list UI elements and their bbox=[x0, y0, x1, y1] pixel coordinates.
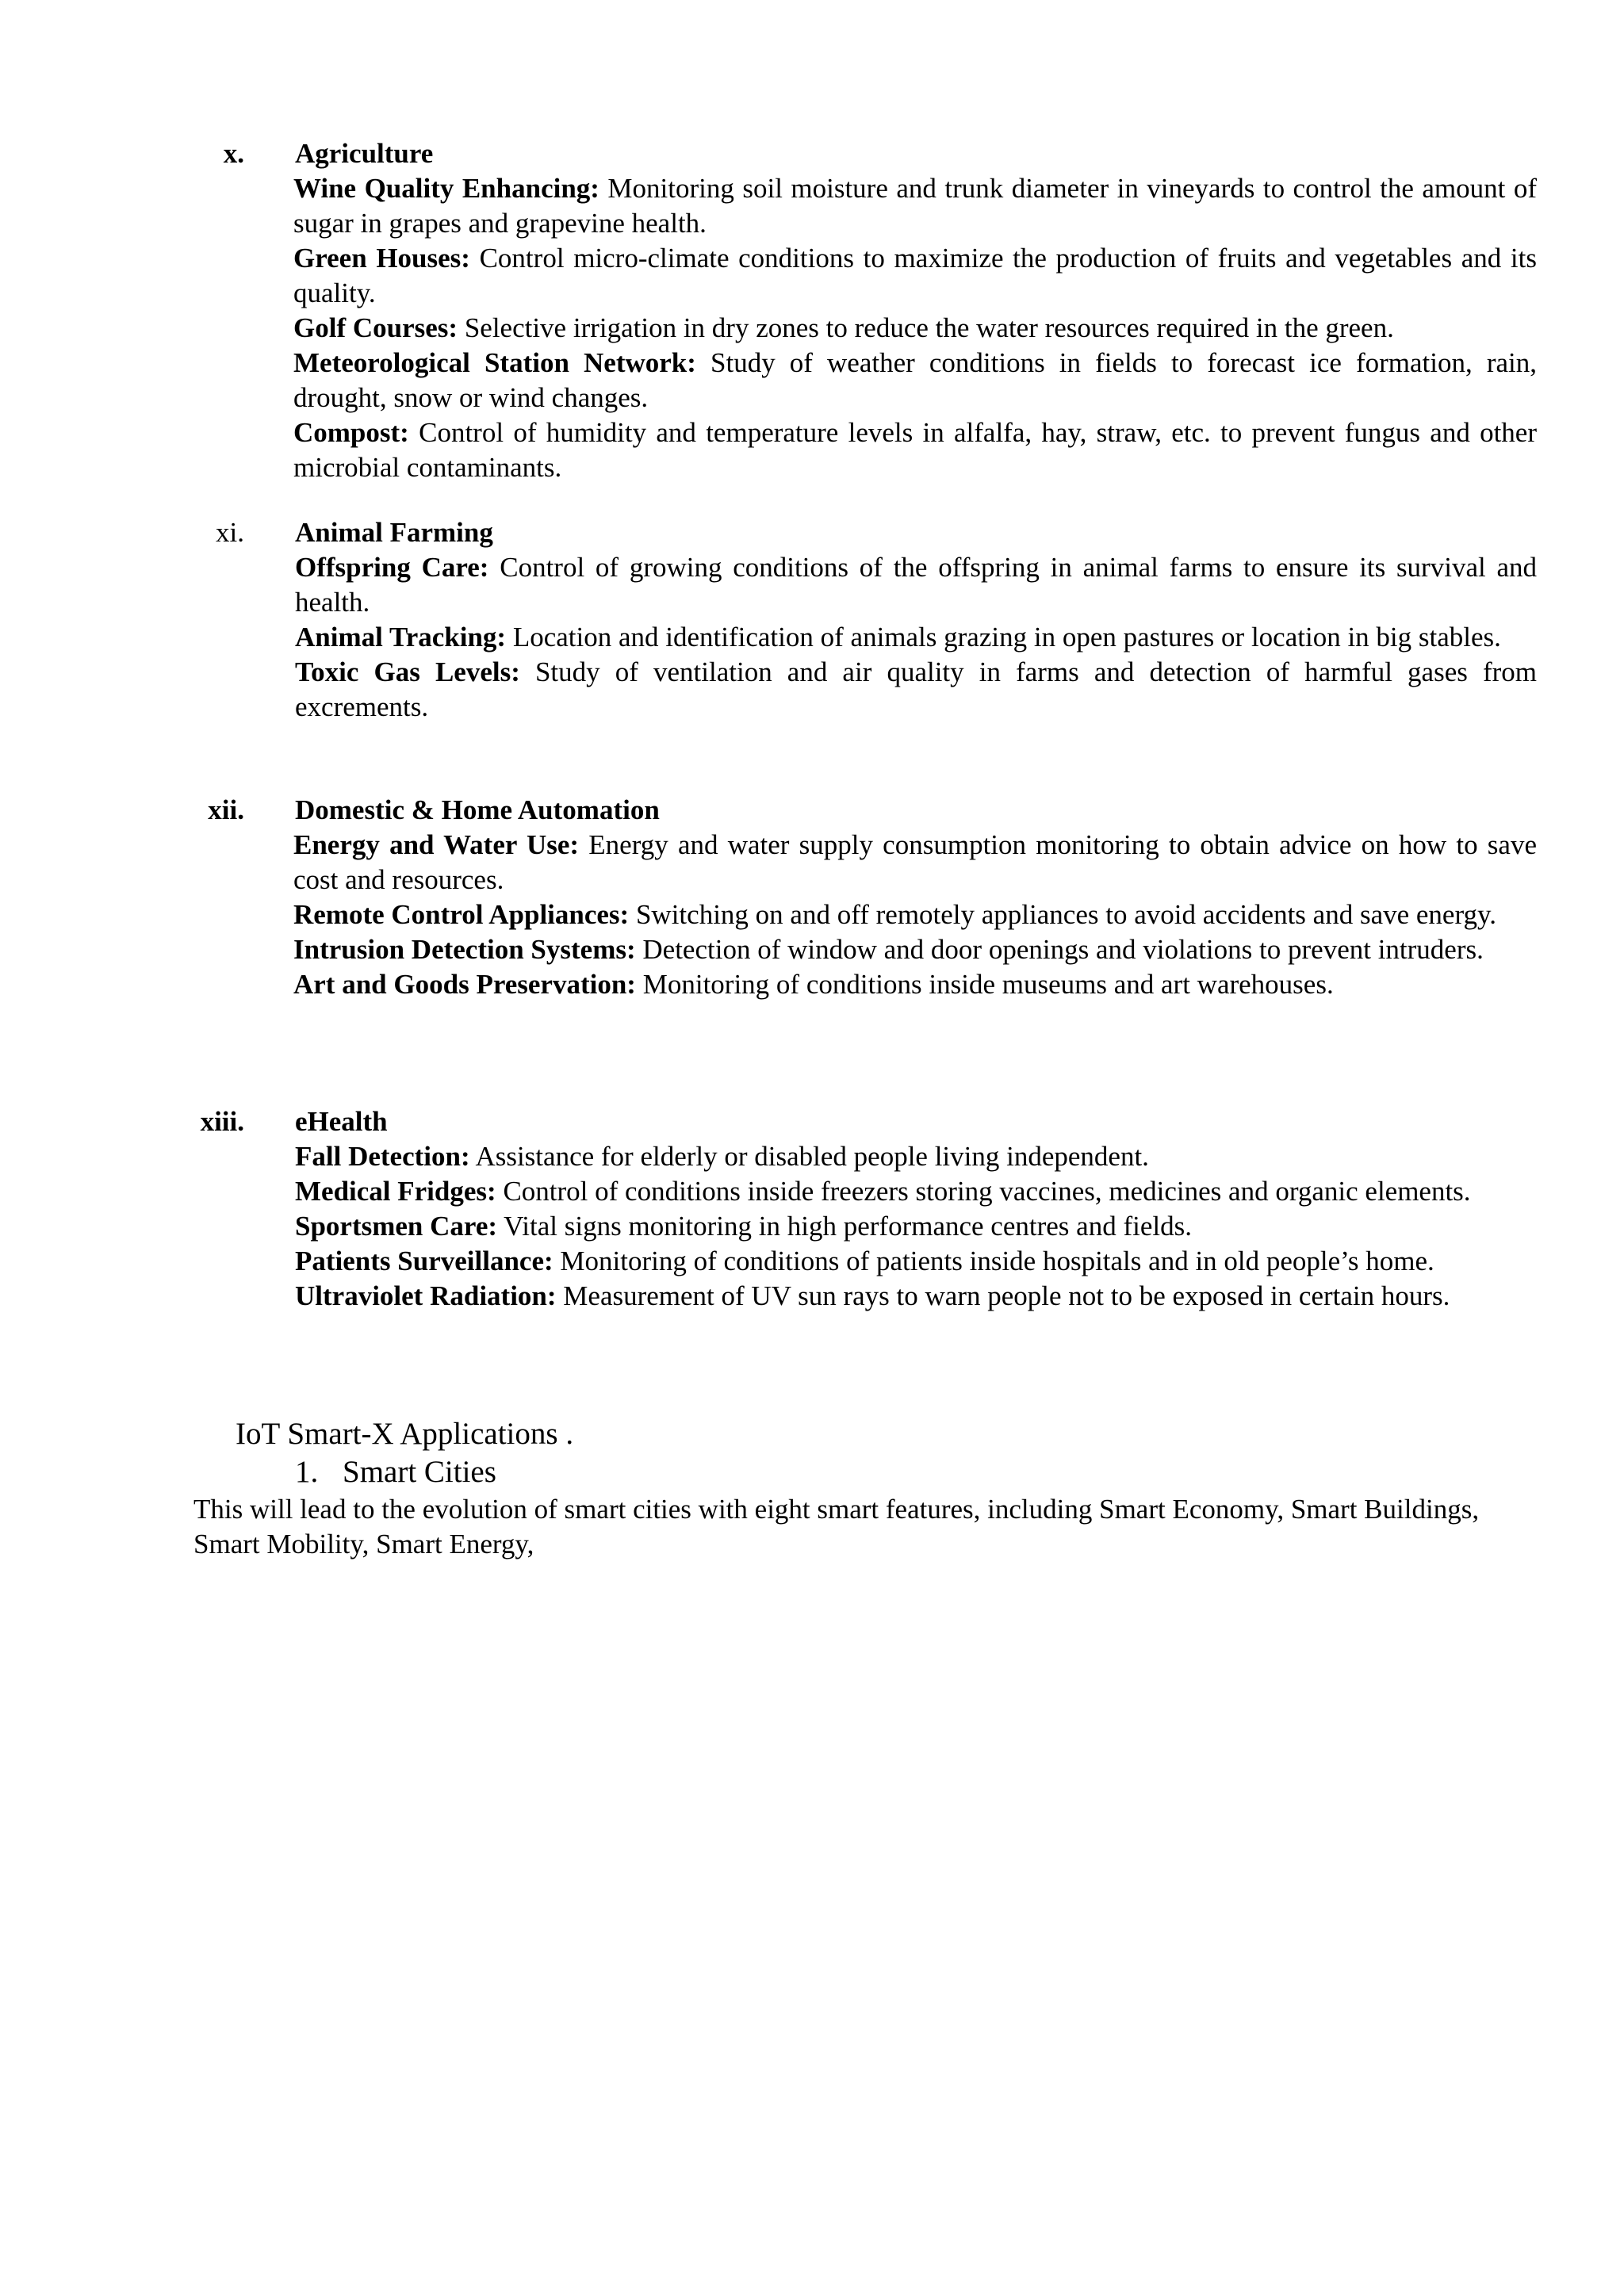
item-term: Fall Detection: bbox=[295, 1141, 470, 1172]
item-term: Meteorological Station Network: bbox=[293, 347, 696, 378]
list-item bbox=[295, 1139, 1537, 1174]
list-item bbox=[293, 171, 1537, 241]
list-item bbox=[293, 346, 1537, 415]
item-term: Offspring Care: bbox=[295, 552, 489, 583]
list-item bbox=[295, 655, 1537, 725]
section-heading: Agriculture bbox=[295, 138, 434, 169]
subheading-title: Smart Cities bbox=[343, 1455, 496, 1489]
item-text: Monitoring of conditions inside museums and art warehouses. bbox=[635, 969, 1334, 1000]
item-text: Control of growing conditions of the offspring in animal farms to ensure its survival and health. bbox=[295, 552, 1537, 618]
item-text: Switching on and off remotely appliances to avoid accidents and save energy. bbox=[629, 899, 1496, 930]
list-item bbox=[293, 311, 1537, 346]
item-term: Ultraviolet Radiation: bbox=[295, 1280, 557, 1311]
item-text: Assistance for elderly or disabled people living independent. bbox=[469, 1141, 1149, 1172]
item-term: Compost: bbox=[293, 417, 409, 448]
list-item bbox=[293, 241, 1537, 311]
item-term: Patients Surveillance: bbox=[295, 1246, 553, 1276]
item-text: Energy and water supply consumption monitoring to obtain advice on how to save cost and resources. bbox=[293, 829, 1537, 895]
item-term: Animal Tracking: bbox=[295, 622, 507, 652]
smart-cities-subheading bbox=[295, 1453, 496, 1491]
section-items bbox=[293, 171, 1537, 485]
list-item bbox=[293, 828, 1537, 897]
section-items bbox=[295, 550, 1537, 725]
subheading-number: 1. bbox=[295, 1455, 319, 1489]
item-term: Wine Quality Enhancing: bbox=[293, 173, 599, 204]
smart-cities-paragraph: This will lead to the evolution of smart cities with eight smart features, including Smart Economy, Smart Buildings, Smart Mobility, Smart Energy, bbox=[193, 1494, 1480, 1559]
item-text: Study of ventilation and air quality in farms and detection of harmful gases from excrements. bbox=[295, 656, 1537, 722]
item-text: Control of conditions inside freezers storing vaccines, medicines and organic elements. bbox=[496, 1176, 1471, 1207]
item-term: Remote Control Appliances: bbox=[293, 899, 630, 930]
item-text: Detection of window and door openings and violations to prevent intruders. bbox=[635, 934, 1484, 965]
item-text: Control of humidity and temperature levels in alfalfa, hay, straw, etc. to prevent fungus and other microbial contaminants. bbox=[293, 417, 1537, 483]
list-item bbox=[295, 1209, 1537, 1244]
item-text: Measurement of UV sun rays to warn people not to be exposed in certain hours. bbox=[556, 1280, 1450, 1311]
list-item bbox=[295, 1174, 1537, 1209]
section-numeral: xiii. bbox=[200, 1106, 244, 1137]
list-item bbox=[295, 550, 1537, 620]
item-term: Intrusion Detection Systems: bbox=[293, 934, 636, 965]
section-numeral: x. bbox=[223, 138, 244, 169]
section-heading: eHealth bbox=[295, 1106, 388, 1137]
section-heading: Animal Farming bbox=[295, 517, 493, 548]
item-text: Monitoring soil moisture and trunk diameter in vineyards to control the amount of sugar in grapes and grapevine health. bbox=[293, 173, 1537, 239]
list-item bbox=[295, 1279, 1537, 1314]
list-item bbox=[293, 897, 1537, 932]
iot-applications-title: IoT Smart-X Applications . bbox=[236, 1417, 574, 1451]
list-item bbox=[293, 967, 1537, 1002]
section-numeral: xi. bbox=[216, 517, 244, 548]
section-items bbox=[295, 1139, 1537, 1314]
item-term: Medical Fridges: bbox=[295, 1176, 496, 1207]
item-term: Green Houses: bbox=[293, 243, 470, 274]
item-term: Energy and Water Use: bbox=[293, 829, 580, 860]
list-item bbox=[293, 415, 1537, 485]
item-text: Study of weather conditions in fields to forecast ice formation, rain, drought, snow or wind changes. bbox=[293, 347, 1538, 413]
item-term: Art and Goods Preservation: bbox=[293, 969, 636, 1000]
item-text: Control micro-climate conditions to maximize the production of fruits and vegetables and its quality. bbox=[293, 243, 1537, 308]
item-term: Sportsmen Care: bbox=[295, 1211, 498, 1242]
item-text: Selective irrigation in dry zones to reduce the water resources required in the green. bbox=[458, 312, 1394, 343]
item-text: Vital signs monitoring in high performance centres and fields. bbox=[497, 1211, 1192, 1242]
item-text: Monitoring of conditions of patients inside hospitals and in old people’s home. bbox=[553, 1246, 1434, 1276]
item-term: Golf Courses: bbox=[293, 312, 458, 343]
section-numeral: xii. bbox=[208, 794, 244, 825]
list-item bbox=[293, 932, 1537, 967]
list-item bbox=[295, 620, 1537, 655]
section-items bbox=[293, 828, 1537, 1002]
item-term: Toxic Gas Levels: bbox=[295, 656, 520, 687]
list-item bbox=[295, 1244, 1537, 1279]
item-text: Location and identification of animals grazing in open pastures or location in big stables. bbox=[506, 622, 1501, 652]
section-heading: Domestic & Home Automation bbox=[295, 794, 660, 825]
